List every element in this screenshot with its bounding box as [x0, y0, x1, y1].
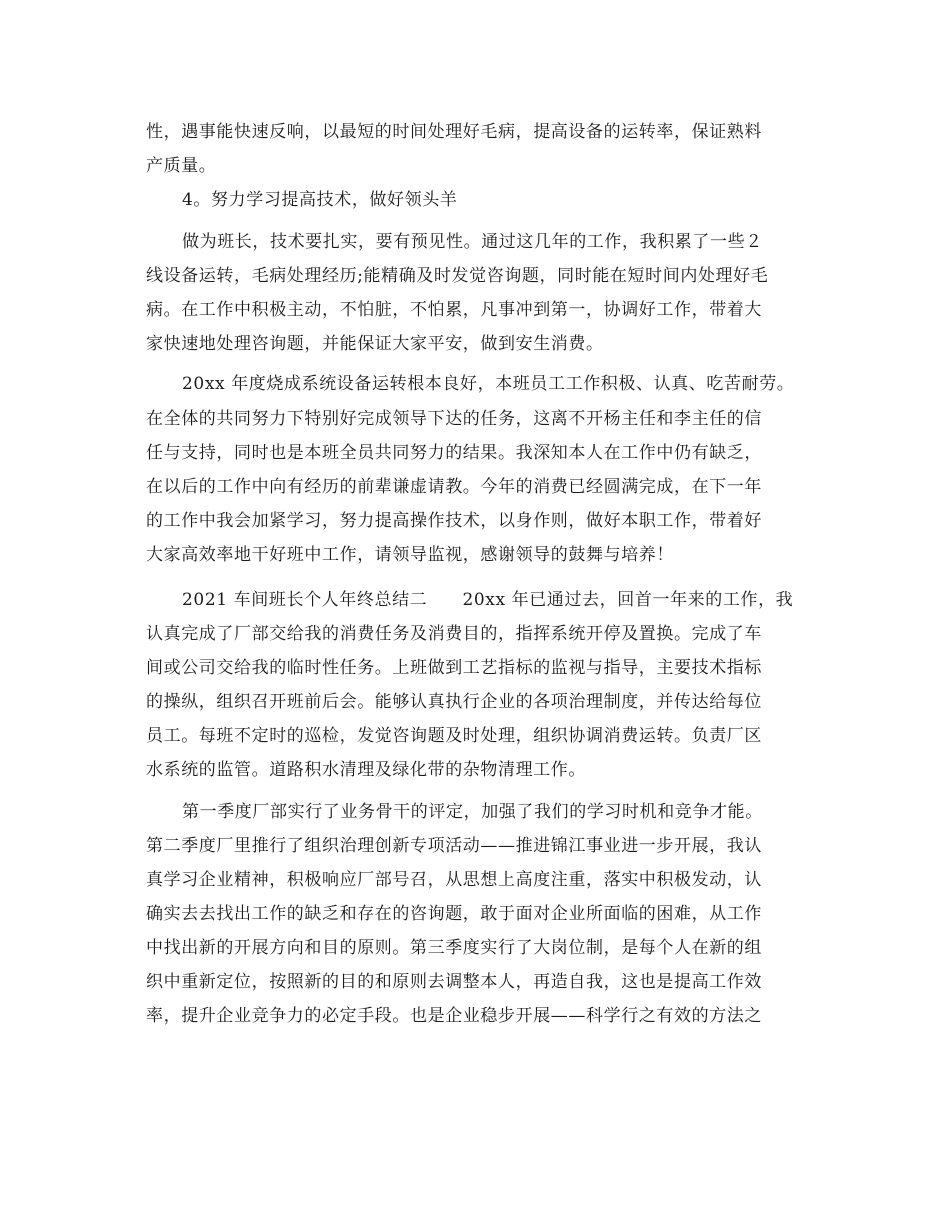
text-line: 病。在工作中积极主动，不怕脏，不怕累，凡事冲到第一，协调好工作，带着大 [146, 300, 762, 320]
text-line: 做为班长，技术要扎实，要有预见性。通过这几年的工作，我积累了一些２ [182, 232, 763, 252]
text-line: 的工作中我会加紧学习，努力提高操作技术，以身作则，做好本职工作，带着好 [146, 511, 762, 531]
text-line: 认真完成了厂部交给我的消费任务及消费目的，指挥系统开停及置换。完成了车 [146, 624, 762, 644]
text-line: 任与支持，同时也是本班全员共同努力的结果。我深知本人在工作中仍有缺乏， [146, 443, 762, 463]
text-line: 的操纵，组织召开班前后会。能够认真执行企业的各项治理制度，并传达给每位 [146, 692, 762, 712]
text-line: 在以后的工作中向有经历的前辈谦虚请教。今年的消费已经圆满完成，在下一年 [146, 477, 762, 497]
text-line: 大家高效率地干好班中工作，请领导监视，感谢领导的鼓舞与培养！ [146, 545, 674, 565]
text-line: 员工。每班不定时的巡检，发觉咨询题及时处理，组织协调消费运转。负责厂区 [146, 726, 762, 746]
text-line: 在全体的共同努力下特别好完成领导下达的任务，这离不开杨主任和李主任的信 [146, 409, 762, 429]
text-line: 产质量。 [146, 156, 217, 176]
text-line: 家快速地处理咨询题，并能保证大家平安，做到安生消费。 [146, 334, 604, 354]
text-line: 中找出新的开展方向和目的原则。第三季度实行了大岗位制，是每个人在新的组 [146, 938, 762, 958]
section-heading: 4。努力学习提高技术，做好领头羊 [182, 190, 458, 210]
text-line: 第二季度厂里推行了组织治理创新专项活动——推进锦江事业进一步开展，我认 [146, 836, 762, 856]
text-line: 2021 车间班长个人年终总结二 20xx 年已通过去，回首一年来的工作，我 [182, 590, 794, 610]
text-line: 间或公司交给我的临时性任务。上班做到工艺指标的监视与指导，主要技术指标 [146, 658, 762, 678]
text-line: 织中重新定位，按照新的目的和原则去调整本人，再造自我，这也是提高工作效 [146, 972, 762, 992]
text-line: 20xx 年度烧成系统设备运转根本良好，本班员工工作积极、认真、吃苦耐劳。 [182, 374, 795, 394]
text-line: 确实去去找出工作的缺乏和存在的咨询题，敢于面对企业所面临的困难，从工作 [146, 904, 762, 924]
text-line: 率，提升企业竞争力的必定手段。也是企业稳步开展——科学行之有效的方法之 [146, 1006, 762, 1026]
text-line: 线设备运转，毛病处理经历;能精确及时发觉咨询题，同时能在短时间内处理好毛 [146, 266, 769, 286]
text-line: 第一季度厂部实行了业务骨干的评定，加强了我们的学习时机和竞争才能。 [182, 802, 763, 822]
text-line: 真学习企业精神，积极响应厂部号召，从思想上高度注重，落实中积极发动，认 [146, 870, 762, 890]
text-line: 性，遇事能快速反响，以最短的时间处理好毛病，提高设备的运转率，保证熟料 [146, 122, 762, 142]
text-line: 水系统的监管。道路积水清理及绿化带的杂物清理工作。 [146, 760, 586, 780]
